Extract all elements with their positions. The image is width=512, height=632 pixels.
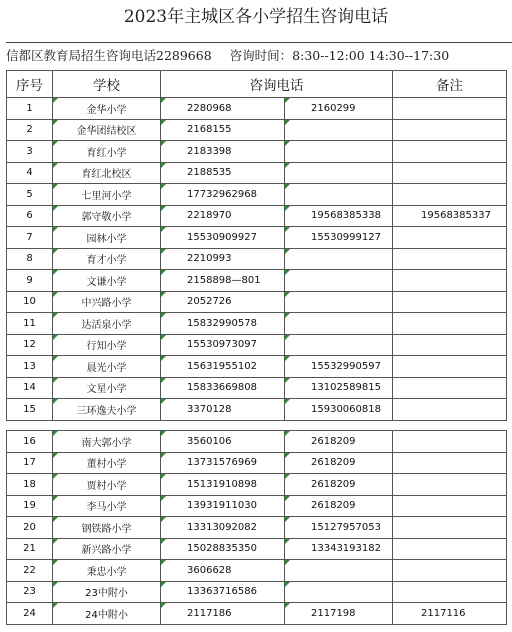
note-cell — [393, 184, 507, 206]
table-row — [7, 248, 507, 270]
row-index-cell: 17 — [7, 452, 53, 474]
table-row — [7, 399, 507, 421]
note-cell — [393, 538, 507, 560]
school-name-cell: 董村小学 — [53, 452, 161, 474]
school-name-cell: 24中附小 — [53, 603, 161, 625]
school-name-cell: 新兴路小学 — [53, 538, 161, 560]
phone-secondary-cell: 2117198 — [285, 603, 393, 625]
phone-secondary-cell: 15530999127 — [285, 227, 393, 249]
row-index-cell: 6 — [7, 205, 53, 227]
note-cell — [393, 313, 507, 335]
phone-primary-cell: 2210993 — [161, 248, 285, 270]
phone-secondary-cell — [285, 291, 393, 313]
school-name-cell: 文星小学 — [53, 377, 161, 399]
phone-secondary-cell — [285, 162, 393, 184]
school-name-cell: 中兴路小学 — [53, 291, 161, 313]
phone-primary-cell: 15833669808 — [161, 377, 285, 399]
table-row — [7, 205, 507, 227]
note-cell — [393, 141, 507, 163]
header-index: 序号 — [7, 71, 53, 98]
header-note: 备注 — [393, 71, 507, 98]
consult-hours-text: 咨询时间：8:30--12:00 14:30--17:30 — [229, 48, 450, 63]
note-cell: 2117116 — [393, 603, 507, 625]
phone-primary-cell: 3606628 — [161, 560, 285, 582]
phone-primary-cell: 2188535 — [161, 162, 285, 184]
row-index-cell: 7 — [7, 227, 53, 249]
school-name-cell: 南大郭小学 — [53, 431, 161, 453]
row-index-cell: 20 — [7, 517, 53, 539]
table-row — [7, 495, 507, 517]
row-index-cell: 3 — [7, 141, 53, 163]
note-cell — [393, 495, 507, 517]
row-index-cell: 4 — [7, 162, 53, 184]
phone-secondary-cell: 15532990597 — [285, 356, 393, 378]
phone-primary-cell: 3370128 — [161, 399, 285, 421]
note-cell — [393, 517, 507, 539]
school-phone-table-top — [6, 70, 507, 421]
note-cell — [393, 98, 507, 120]
table-row — [7, 162, 507, 184]
row-index-cell: 13 — [7, 356, 53, 378]
note-cell — [393, 356, 507, 378]
phone-secondary-cell — [285, 141, 393, 163]
phone-secondary-cell: 2160299 — [285, 98, 393, 120]
bureau-phone-text: 信都区教育局招生咨询电话2289668 — [6, 48, 212, 63]
phone-primary-cell: 15631955102 — [161, 356, 285, 378]
row-index-cell: 10 — [7, 291, 53, 313]
table-row — [7, 291, 507, 313]
note-cell — [393, 452, 507, 474]
school-name-cell: 七里河小学 — [53, 184, 161, 206]
row-index-cell: 8 — [7, 248, 53, 270]
table-row — [7, 560, 507, 582]
table-row — [7, 356, 507, 378]
phone-secondary-cell: 2618209 — [285, 431, 393, 453]
page-title: 2023年主城区各小学招生咨询电话 — [123, 7, 389, 27]
table-row — [7, 141, 507, 163]
phone-secondary-cell — [285, 334, 393, 356]
phone-primary-cell: 13931911030 — [161, 495, 285, 517]
phone-primary-cell: 15131910898 — [161, 474, 285, 496]
table-row — [7, 334, 507, 356]
school-name-cell: 金华团结校区 — [53, 119, 161, 141]
phone-primary-cell: 2280968 — [161, 98, 285, 120]
row-index-cell: 24 — [7, 603, 53, 625]
phone-secondary-cell: 19568385338 — [285, 205, 393, 227]
subtitle-line — [6, 42, 512, 69]
phone-secondary-cell: 2618209 — [285, 495, 393, 517]
table-row — [7, 313, 507, 335]
phone-secondary-cell: 15127957053 — [285, 517, 393, 539]
table-header-row — [7, 71, 507, 98]
phone-primary-cell: 2117186 — [161, 603, 285, 625]
note-cell — [393, 560, 507, 582]
note-cell — [393, 119, 507, 141]
phone-primary-cell: 13363716586 — [161, 581, 285, 603]
row-index-cell: 5 — [7, 184, 53, 206]
phone-primary-cell: 13731576969 — [161, 452, 285, 474]
table-row — [7, 431, 507, 453]
phone-secondary-cell — [285, 184, 393, 206]
table-row — [7, 119, 507, 141]
note-cell — [393, 227, 507, 249]
school-name-cell: 23中附小 — [53, 581, 161, 603]
school-name-cell: 晨光小学 — [53, 356, 161, 378]
table-row — [7, 538, 507, 560]
row-index-cell: 1 — [7, 98, 53, 120]
phone-primary-cell: 3560106 — [161, 431, 285, 453]
table-row — [7, 474, 507, 496]
school-name-cell: 郭守敬小学 — [53, 205, 161, 227]
row-index-cell: 9 — [7, 270, 53, 292]
phone-secondary-cell: 13102589815 — [285, 377, 393, 399]
school-name-cell: 行知小学 — [53, 334, 161, 356]
school-name-cell: 园林小学 — [53, 227, 161, 249]
header-school: 学校 — [53, 71, 161, 98]
table-row — [7, 517, 507, 539]
table-row — [7, 270, 507, 292]
school-name-cell: 金华小学 — [53, 98, 161, 120]
phone-primary-cell: 2218970 — [161, 205, 285, 227]
school-name-cell: 达活泉小学 — [53, 313, 161, 335]
school-name-cell: 钢铁路小学 — [53, 517, 161, 539]
phone-primary-cell: 15832990578 — [161, 313, 285, 335]
school-name-cell: 三环逸夫小学 — [53, 399, 161, 421]
table-row — [7, 377, 507, 399]
table-row — [7, 603, 507, 625]
row-index-cell: 2 — [7, 119, 53, 141]
row-index-cell: 21 — [7, 538, 53, 560]
note-cell — [393, 162, 507, 184]
phone-primary-cell: 15530973097 — [161, 334, 285, 356]
phone-primary-cell: 15530909927 — [161, 227, 285, 249]
row-index-cell: 19 — [7, 495, 53, 517]
note-cell — [393, 334, 507, 356]
row-index-cell: 12 — [7, 334, 53, 356]
header-phone: 咨询电话 — [161, 71, 393, 98]
table-row — [7, 452, 507, 474]
note-cell — [393, 291, 507, 313]
row-index-cell: 23 — [7, 581, 53, 603]
school-name-cell: 李马小学 — [53, 495, 161, 517]
row-index-cell: 11 — [7, 313, 53, 335]
row-index-cell: 14 — [7, 377, 53, 399]
note-cell — [393, 581, 507, 603]
table-row — [7, 184, 507, 206]
table-row — [7, 581, 507, 603]
note-cell — [393, 399, 507, 421]
table-row — [7, 98, 507, 120]
phone-secondary-cell: 15930060818 — [285, 399, 393, 421]
school-phone-table-bottom — [6, 430, 507, 625]
note-cell — [393, 270, 507, 292]
table-row — [7, 227, 507, 249]
phone-primary-cell: 2183398 — [161, 141, 285, 163]
phone-secondary-cell: 13343193182 — [285, 538, 393, 560]
phone-secondary-cell — [285, 560, 393, 582]
note-cell — [393, 474, 507, 496]
phone-primary-cell: 17732962968 — [161, 184, 285, 206]
school-name-cell: 贾村小学 — [53, 474, 161, 496]
school-name-cell: 育红北校区 — [53, 162, 161, 184]
row-index-cell: 22 — [7, 560, 53, 582]
row-index-cell: 18 — [7, 474, 53, 496]
note-cell: 19568385337 — [393, 205, 507, 227]
phone-secondary-cell — [285, 270, 393, 292]
note-cell — [393, 248, 507, 270]
phone-secondary-cell — [285, 119, 393, 141]
phone-primary-cell: 2052726 — [161, 291, 285, 313]
school-name-cell: 育红小学 — [53, 141, 161, 163]
school-name-cell: 育才小学 — [53, 248, 161, 270]
note-cell — [393, 431, 507, 453]
school-name-cell: 秉忠小学 — [53, 560, 161, 582]
phone-primary-cell: 2158898—801 — [161, 270, 285, 292]
phone-secondary-cell — [285, 248, 393, 270]
phone-primary-cell: 15028835350 — [161, 538, 285, 560]
row-index-cell: 16 — [7, 431, 53, 453]
phone-secondary-cell — [285, 313, 393, 335]
school-name-cell: 文谦小学 — [53, 270, 161, 292]
phone-secondary-cell: 2618209 — [285, 474, 393, 496]
phone-primary-cell: 13313092082 — [161, 517, 285, 539]
phone-primary-cell: 2168155 — [161, 119, 285, 141]
phone-secondary-cell: 2618209 — [285, 452, 393, 474]
row-index-cell: 15 — [7, 399, 53, 421]
note-cell — [393, 377, 507, 399]
phone-secondary-cell — [285, 581, 393, 603]
